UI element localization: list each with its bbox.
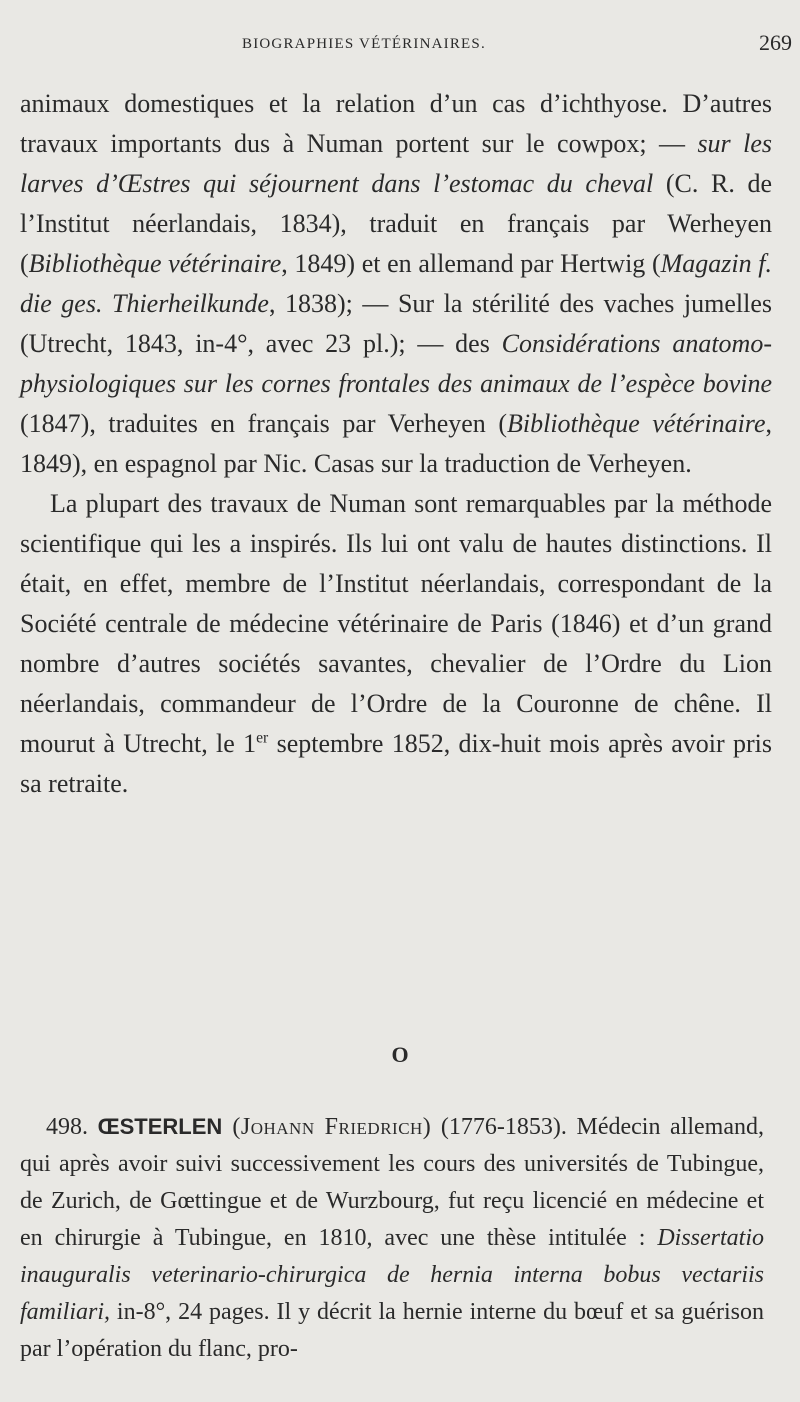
text-run: La plupart des travaux de Numan sont remarquables par la méthode scientifique qui les a inspirés. Ils lui ont valu de hautes distinctions. Il était, en effet, membre de l’Institut néerlandais, correspondant de la Société centrale de médecine vétérinaire de Paris (1846) et d’un grand nombre d’autres sociétés savantes, chevalier de l’Ordre du Lion néerlandais, commandeur de l’Ordre de la Couronne de chêne. Il mourut à Utrecht, le 1 <box>20 489 772 758</box>
page-number: 269 <box>759 30 792 55</box>
text-run: , 1838); — Sur la stérilité des vaches jumelles (Utrecht, 1843, in-4°, avec 23 pl.); — des <box>20 289 772 358</box>
entry-surname: ŒSTERLEN <box>97 1114 223 1139</box>
text-run: septembre 1852, dix-huit mois après avoir pris sa retraite. <box>20 729 772 798</box>
text-run: animaux domestiques et la relation d’un cas d’ichthyose. D’autres travaux importants dus à Numan portent sur le cowpox; — <box>20 89 772 158</box>
text-run: (C. R. de l’Institut néerlandais, 1834), traduit en français par Werheyen ( <box>20 169 773 278</box>
text-run: (1776-1853). Médecin allemand, qui après avoir suivi successivement les cours des universités de Tubingue, de Zurich, de Gœttingue et de Wurzbourg, fut reçu licencié en médecine et en chirurgie à Tubingue, en 1810, avec une thèse intitulée : <box>20 1114 764 1251</box>
italic-title: Magazin f. die ges. Thierheilkunde <box>20 249 772 318</box>
italic-title: Dissertatio inauguralis veterinario-chirurgica de hernia interna bobus vectariis familiari, <box>20 1225 764 1325</box>
entry-given-names: (Johann Friedrich) <box>222 1114 432 1140</box>
italic-title: sur les larves d’Œstres qui séjournent dans l’estomac du cheval <box>20 129 772 198</box>
text-run: , 1849), en espagnol par Nic. Casas sur la traduction de Verheyen. <box>20 409 772 478</box>
text-run: , 1849) et en allemand par Hertwig ( <box>281 249 661 278</box>
entry-number: 498. <box>46 1114 98 1140</box>
italic-title: Bibliothèque vétérinaire <box>28 249 282 278</box>
superscript: er <box>256 729 269 747</box>
paragraph-numan-distinctions <box>20 484 772 804</box>
page-header <box>0 30 800 64</box>
body-text <box>20 84 772 804</box>
text-run: in-8°, 24 pages. Il y décrit la hernie interne du bœuf et sa guérison par l’opération du flanc, pro- <box>20 1299 764 1362</box>
italic-title: Bibliothèque vétérinaire <box>506 409 766 438</box>
entry-oesterlen <box>20 1108 764 1368</box>
italic-title: Considérations anatomo-physiologiques sur les cornes frontales des animaux de l’espèce bovine <box>20 329 772 398</box>
text-run: (1847), traduites en français par Verheyen ( <box>20 409 507 438</box>
running-title: BIOGRAPHIES VÉTÉRINAIRES. <box>242 36 486 52</box>
paragraph-numan-works <box>20 84 772 484</box>
section-letter: O <box>391 1042 409 1067</box>
